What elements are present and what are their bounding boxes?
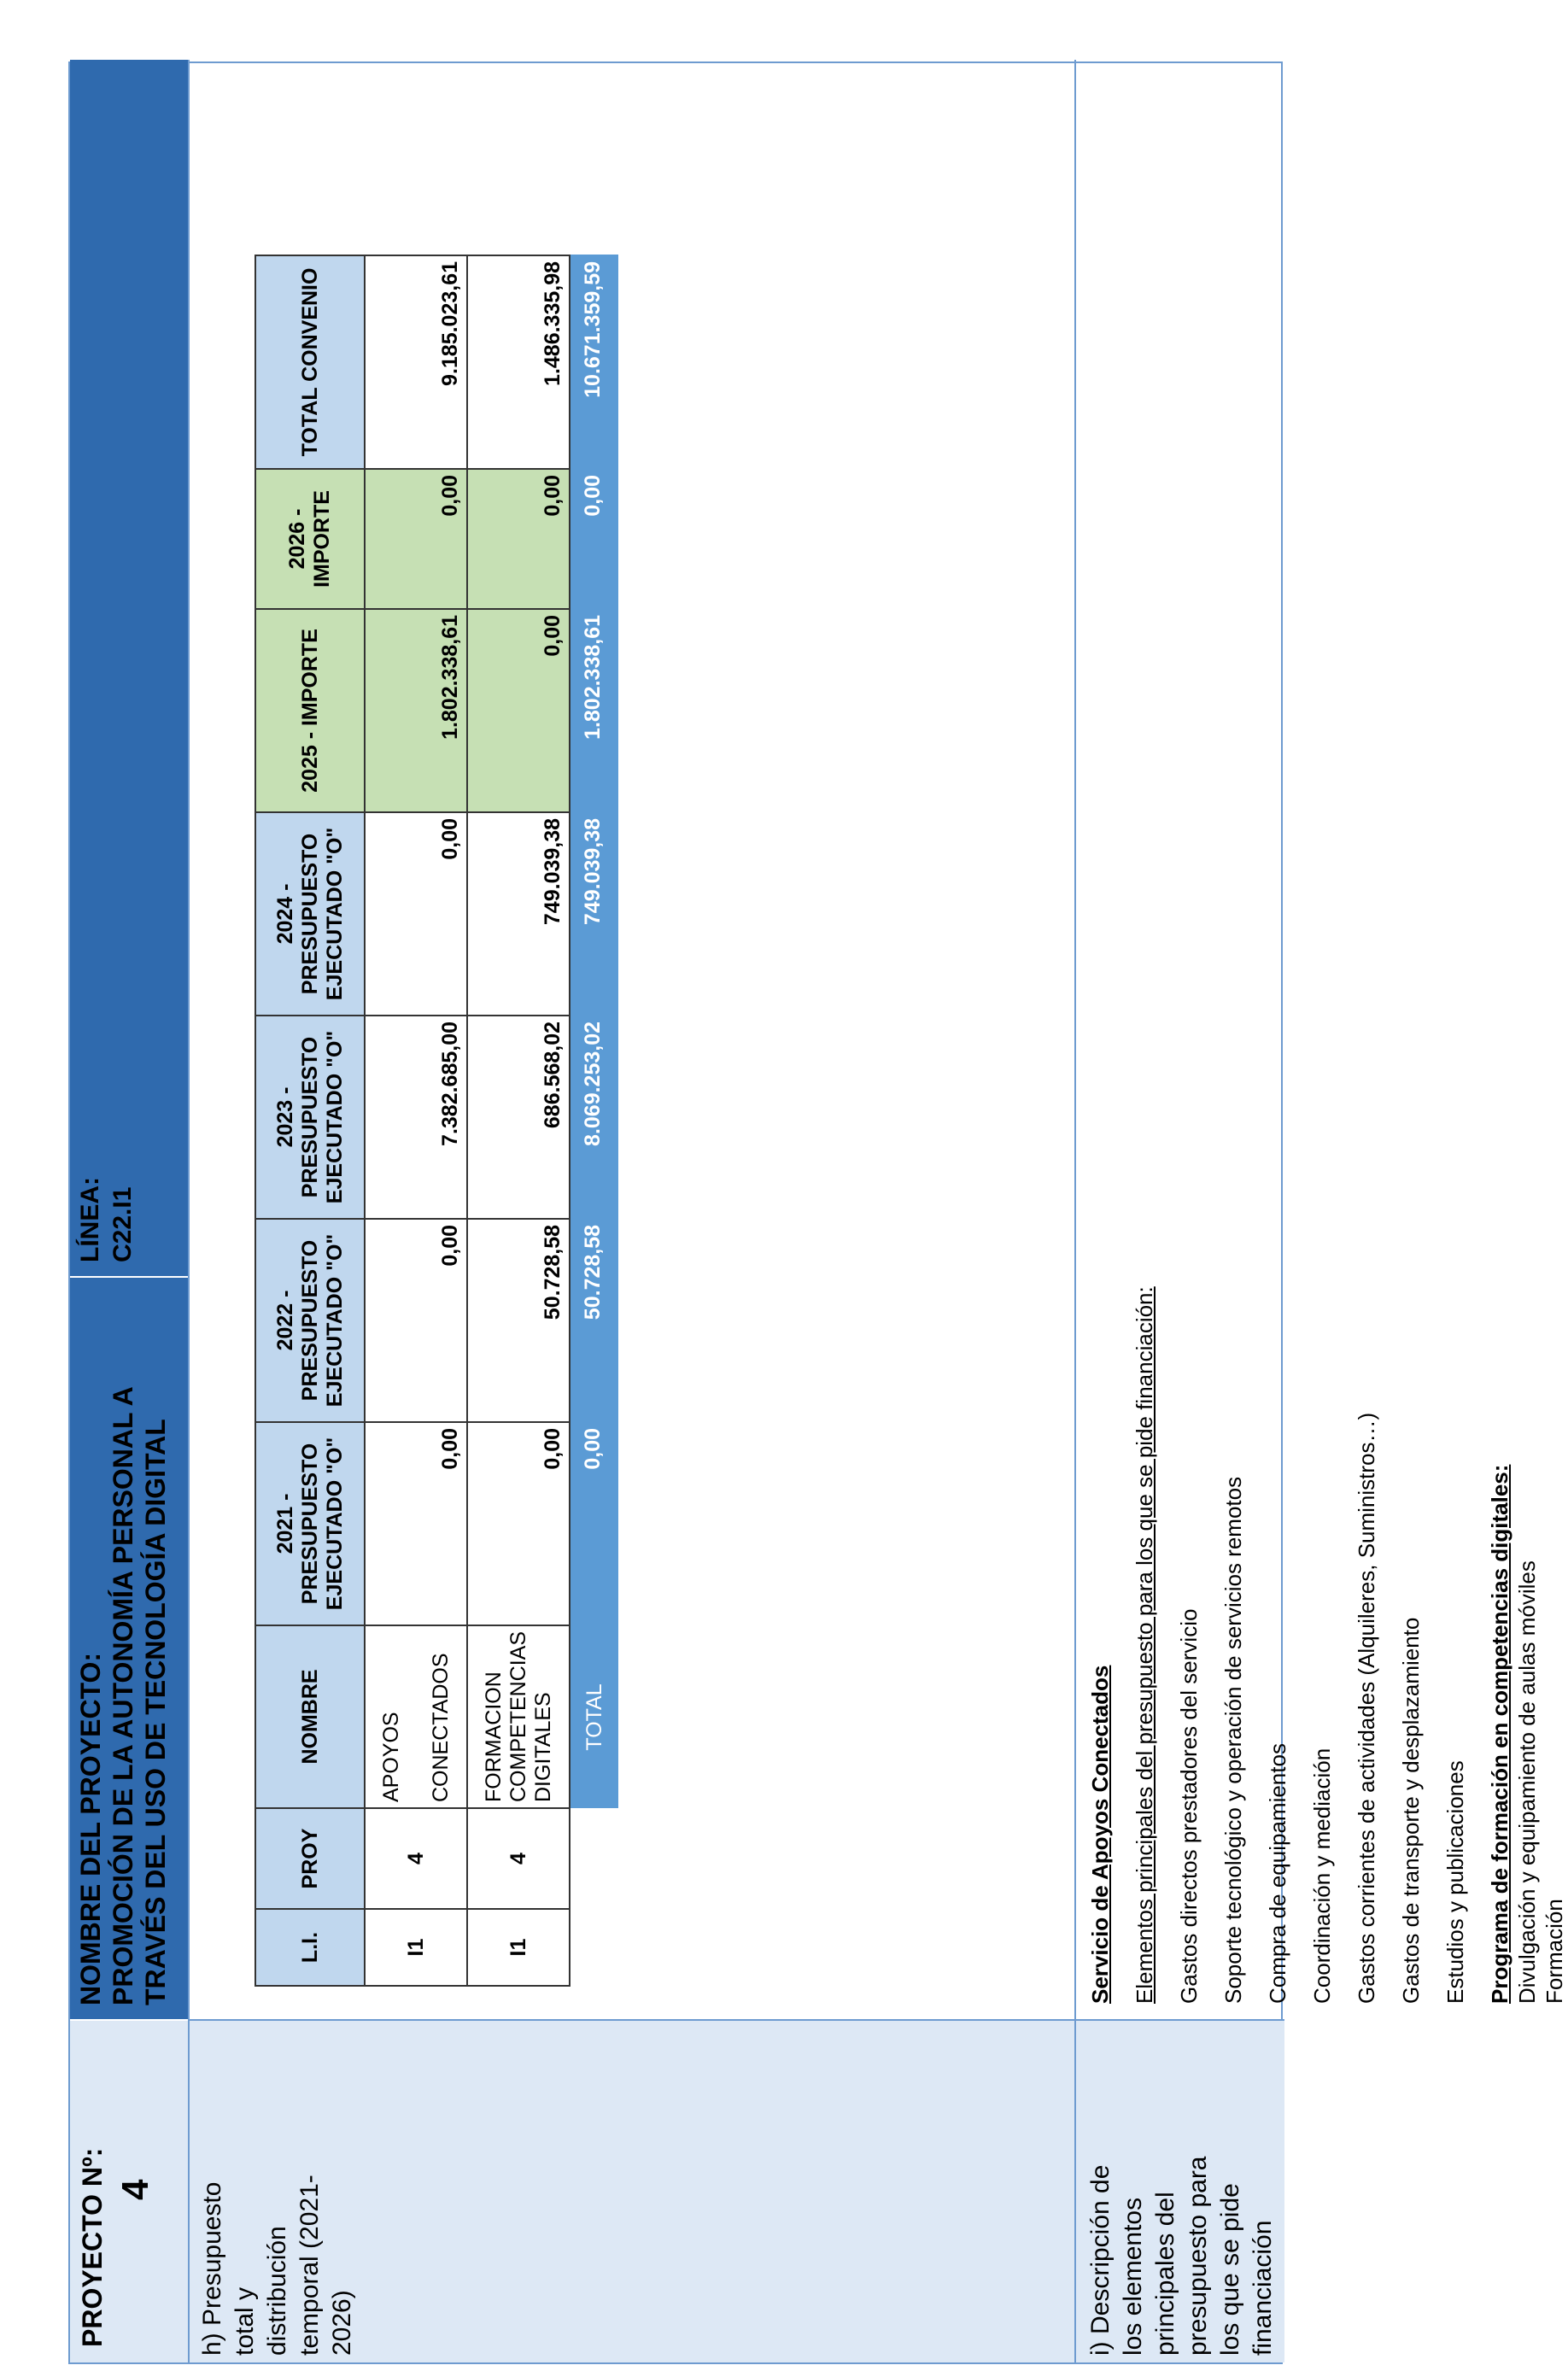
totals-v2026: 0,00 (570, 469, 618, 609)
col-header-2021: 2021 - PRESUPUESTO EJECUTADO "O" (255, 1422, 365, 1625)
col-header-2026: 2026 - IMPORTE (255, 469, 365, 609)
label-line: financiación (1249, 2220, 1277, 2356)
project-sheet (68, 61, 1567, 2364)
cell-2025: 0,00 (467, 609, 570, 812)
budget-element-item: Compra de equipamientos (1265, 1743, 1290, 2004)
cell-nombre: APOYOS CONECTADOS (365, 1625, 467, 1808)
cell-2024: 749.039,38 (467, 812, 570, 1016)
cell-2021: 0,00 (467, 1422, 570, 1625)
cell-empty (570, 1909, 618, 1986)
program-item: Formación (1542, 1899, 1567, 2004)
col-header-2024: 2024 - PRESUPUESTO EJECUTADO "O" (255, 812, 365, 1016)
label-line: los elementos (1119, 2197, 1147, 2356)
col-header-2025: 2025 - IMPORTE (255, 609, 365, 812)
budget-element-item: Gastos de transporte y desplazamiento (1398, 1617, 1424, 2004)
totals-label: TOTAL (570, 1625, 618, 1808)
totals-v2021: 0,00 (570, 1422, 618, 1625)
cell-2023: 686.568,02 (467, 1016, 570, 1219)
totals-v2025: 1.802.338,61 (570, 609, 618, 812)
table-row (467, 255, 570, 1986)
project-name-label: NOMBRE DEL PROYECTO: (75, 1652, 106, 2005)
label-line: distribución (263, 2226, 291, 2356)
column-divider (70, 2019, 1284, 2021)
line-value: C22.I1 (108, 1186, 137, 1262)
col-header-2023: 2023 - PRESUPUESTO EJECUTADO "O" (255, 1016, 365, 1219)
line-label: LÍNEA: (76, 1177, 104, 1262)
cell-empty (570, 1808, 618, 1909)
col-header-total: TOTAL CONVENIO (255, 255, 365, 469)
totals-v2022: 50.728,58 (570, 1219, 618, 1422)
label-line: los que se pide (1216, 2183, 1244, 2356)
project-name-line2: TRAVÉS DEL USO DE TECNOLOGÍA DIGITAL (140, 1419, 171, 2005)
project-name-line1: PROMOCIÓN DE LA AUTONOMÍA PERSONAL A (108, 1386, 138, 2005)
cell-2021: 0,00 (365, 1422, 467, 1625)
label-line: presupuesto para (1184, 2156, 1212, 2356)
totals-v2023: 8.069.253,02 (570, 1016, 618, 1219)
budget-element-item: Gastos corrientes de actividades (Alquileres, Suministros…) (1354, 1412, 1379, 2004)
project-number-label: PROYECTO Nº: (77, 2147, 108, 2347)
cell-2022: 50.728,58 (467, 1219, 570, 1422)
program-item: Divulgación y equipamiento de aulas móviles (1514, 1560, 1540, 2004)
section-h-label (196, 2175, 359, 2356)
budget-table (255, 255, 618, 1987)
cell-2023: 7.382.685,00 (365, 1016, 467, 1219)
cell-2022: 0,00 (365, 1219, 467, 1422)
budget-element-item: Coordinación y mediación (1309, 1748, 1335, 2004)
totals-v2024: 749.039,38 (570, 812, 618, 1016)
label-line: 2026) (328, 2290, 356, 2356)
cell-2026: 0,00 (365, 469, 467, 609)
elements-title: Elementos principales del presupuesto para los que se pide financiación: (1132, 1286, 1157, 2004)
label-line: i) Descripción de (1086, 2164, 1115, 2356)
table-header-row (255, 255, 365, 1986)
col-header-proy: PROY (255, 1808, 365, 1909)
header-divider (70, 2019, 188, 2021)
program-title: Programa de formación en competencias digitales: (1487, 1464, 1512, 2004)
budget-element-item: Estudios y publicaciones (1442, 1760, 1468, 2004)
col-header-li: L.I. (255, 1909, 365, 1986)
col-header-nombre: NOMBRE (255, 1625, 365, 1808)
project-number: 4 (114, 2179, 156, 2200)
header-divider (70, 1276, 188, 1278)
cell-2024: 0,00 (365, 812, 467, 1016)
totals-total: 10.671.359,59 (570, 255, 618, 469)
row-divider (1074, 60, 1076, 2362)
cell-total: 9.185.023,61 (365, 255, 467, 469)
budget-element-item: Gastos directos prestadores del servicio (1176, 1608, 1202, 2004)
col-header-2022: 2022 - PRESUPUESTO EJECUTADO "O" (255, 1219, 365, 1422)
cell-proy: 4 (467, 1808, 570, 1909)
label-line: h) Presupuesto (198, 2181, 226, 2356)
cell-proy: 4 (365, 1808, 467, 1909)
label-line: total y (231, 2286, 259, 2356)
totals-row (570, 255, 618, 1986)
label-line: temporal (2021- (295, 2175, 324, 2356)
table-row (365, 255, 467, 1986)
section-i-content (1086, 73, 1568, 2004)
service-title: Servicio de Apoyos Conectados (1087, 1665, 1113, 2004)
label-line: principales del (1151, 2192, 1179, 2356)
cell-2026: 0,00 (467, 469, 570, 609)
cell-total: 1.486.335,98 (467, 255, 570, 469)
cell-2025: 1.802.338,61 (365, 609, 467, 812)
cell-nombre: FORMACION COMPETENCIAS DIGITALES (467, 1625, 570, 1808)
budget-element-item: Soporte tecnológico y operación de servicios remotos (1220, 1476, 1246, 2004)
section-i-label (1085, 2157, 1279, 2356)
row-divider (188, 60, 190, 2362)
cell-li: I1 (365, 1909, 467, 1986)
cell-li: I1 (467, 1909, 570, 1986)
